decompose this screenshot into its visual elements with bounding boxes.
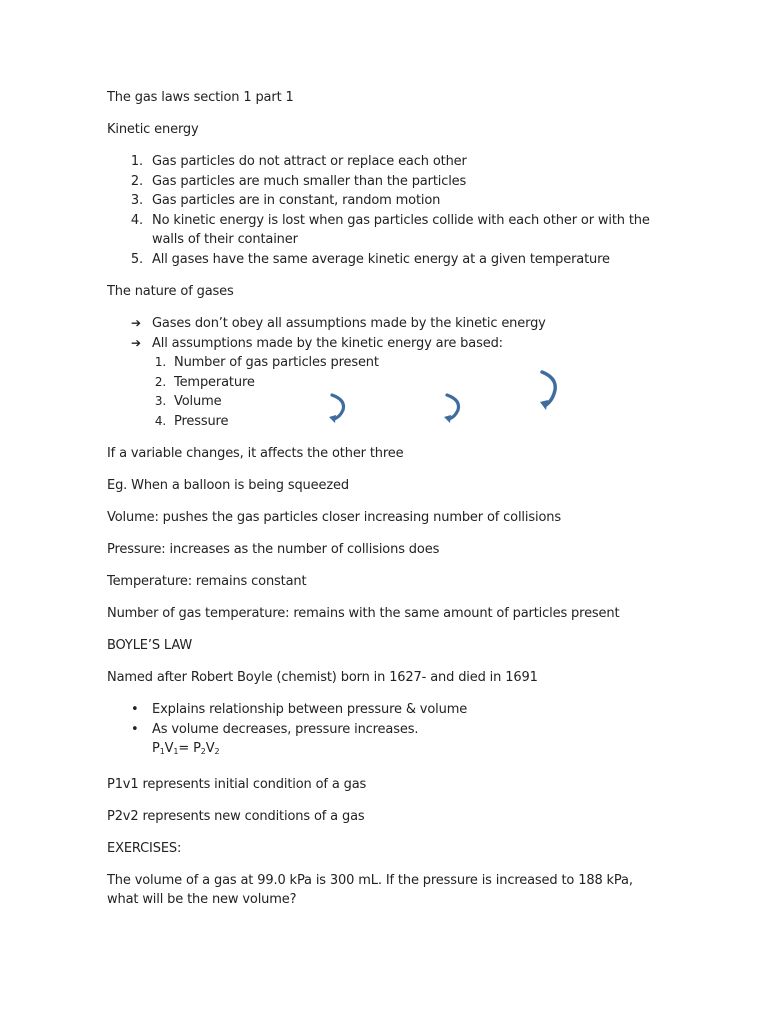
list-item-text: Gas particles do not attract or replace each other: [152, 154, 467, 169]
nature-of-gases-list: [107, 314, 667, 431]
curved-arrow-icon: [443, 390, 465, 424]
list-item: [107, 211, 667, 250]
list-item: [107, 250, 667, 270]
list-item-text: All assumptions made by the kinetic energy are based:: [152, 335, 503, 351]
bullet-icon: •: [131, 721, 139, 737]
paragraph: Volume: pushes the gas particles closer increasing number of collisions: [107, 510, 561, 525]
curved-arrow-icon: [537, 368, 561, 412]
list-number: 4.: [154, 413, 166, 428]
list-item: [107, 314, 667, 334]
list-item-text: Gases don’t obey all assumptions made by the kinetic energy: [152, 316, 546, 331]
paragraph: Temperature: remains constant: [107, 574, 307, 589]
assumption-basis-list: [152, 353, 667, 431]
list-number: 3.: [130, 193, 143, 208]
list-item-text: As volume decreases, pressure increases.: [152, 721, 419, 737]
list-number: 2.: [130, 173, 143, 189]
paragraph: Named after Robert Boyle (chemist) born in 1627- and died in 1691: [107, 670, 538, 685]
paragraph: P2v2 represents new conditions of a gas: [107, 808, 365, 824]
paragraph: P1v1 represents initial condition of a gas: [107, 776, 367, 792]
boyles-law-formula: $P_1V_1= P_2V_2$: [152, 741, 220, 756]
list-item-text: Gas particles are in constant, random motion: [152, 193, 441, 208]
list-item-text: Temperature: [174, 374, 255, 390]
list-number: 1.: [154, 355, 166, 369]
list-item: [152, 412, 667, 432]
list-item: [107, 172, 667, 192]
list-item: [152, 392, 667, 412]
list-number: 4.: [130, 212, 143, 228]
exercises-heading: EXERCISES:: [107, 840, 182, 856]
list-item: [107, 334, 667, 432]
nature-of-gases-heading: The nature of gases: [107, 284, 234, 299]
boyles-law-list: [107, 700, 667, 762]
document-page: [107, 88, 667, 922]
kinetic-energy-heading: Kinetic energy: [107, 122, 199, 137]
list-item: [107, 152, 667, 172]
list-item-text: Pressure: [174, 413, 229, 429]
list-item-text: All gases have the same average kinetic energy at a given temperature: [152, 251, 610, 267]
list-number: 5.: [130, 251, 143, 267]
list-item-text: No kinetic energy is lost when gas particles collide with each other or with the walls of their container: [152, 212, 650, 247]
document-title: The gas laws section 1 part 1: [107, 90, 294, 105]
boyles-law-heading: BOYLE’S LAW: [107, 638, 193, 653]
list-item-text: Gas particles are much smaller than the particles: [152, 173, 467, 189]
list-item: [107, 191, 667, 211]
arrow-icon: ➔: [131, 335, 141, 350]
paragraph: Number of gas temperature: remains with the same amount of particles present: [107, 606, 620, 621]
list-number: 3.: [154, 394, 166, 408]
list-item: [107, 720, 667, 740]
arrow-icon: ➔: [131, 316, 141, 330]
list-item: [152, 353, 667, 373]
paragraph: Eg. When a balloon is being squeezed: [107, 478, 349, 493]
curved-arrow-icon: [328, 390, 350, 424]
list-item: [152, 373, 667, 393]
paragraph: If a variable changes, it affects the other three: [107, 446, 404, 461]
bullet-icon: •: [131, 702, 139, 717]
kinetic-energy-list: [107, 152, 667, 269]
list-item-text: Number of gas particles present: [174, 355, 379, 370]
paragraph: Pressure: increases as the number of collisions does: [107, 542, 440, 557]
list-item: [107, 700, 667, 720]
list-item-text: Volume: [174, 394, 222, 409]
list-item-text: Explains relationship between pressure & volume: [152, 702, 468, 717]
list-number: 1.: [130, 154, 143, 169]
exercise-question: The volume of a gas at 99.0 kPa is 300 mL. If the pressure is increased to 188 kPa, what will be the new volume?: [107, 872, 633, 907]
list-number: 2.: [154, 374, 166, 389]
